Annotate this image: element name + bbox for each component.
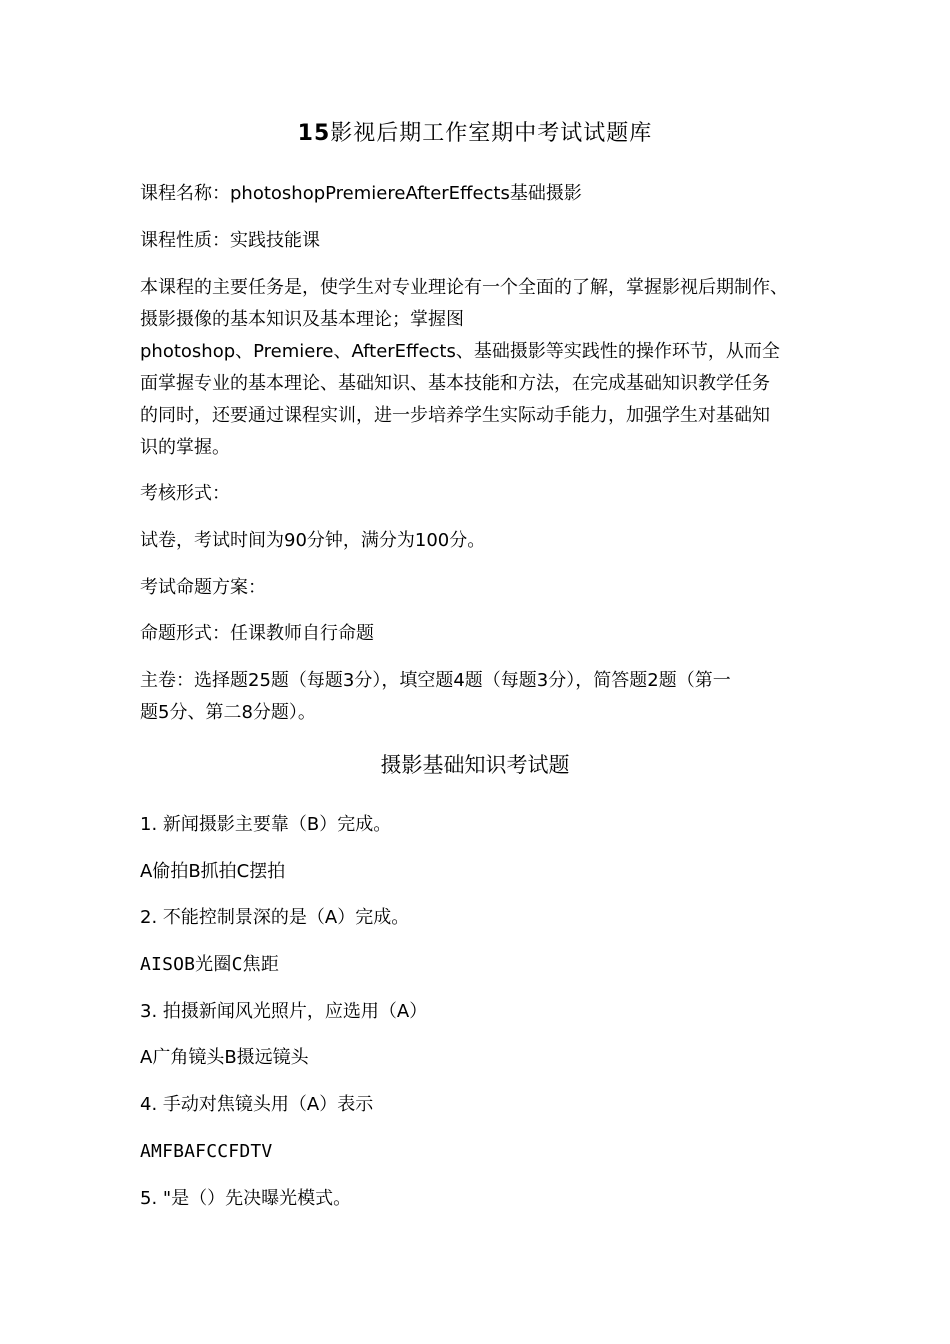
description-line: 摄影摄像的基本知识及基本理论；掌握图: [140, 309, 464, 330]
question-2-options: AISOB光圈C焦距: [140, 954, 280, 975]
main-paper-line: 主卷：选择题25题（每题3分），填空题4题（每题3分），简答题2题（第一: [140, 670, 731, 691]
description-line: 本课程的主要任务是，使学生对专业理论有一个全面的了解，掌握影视后期制作、: [140, 277, 788, 298]
section-heading: 摄影基础知识考试题: [380, 753, 570, 777]
question-3-options: A广角镜头B摄远镜头: [140, 1047, 309, 1068]
question-4-options: AMFBAFCCFDTV: [140, 1141, 273, 1162]
title-text: 影视后期工作室期中考试试题库: [330, 121, 653, 146]
plan-form: 命题形式：任课教师自行命题: [140, 623, 374, 644]
assessment-label: 考核形式：: [140, 483, 230, 504]
description-line: 面掌握专业的基本理论、基础知识、基本技能和方法，在完成基础知识教学任务: [140, 373, 770, 394]
course-description: [140, 272, 830, 464]
question-1-options: A偷拍B抓拍C摆拍: [140, 861, 286, 882]
assessment-detail: 试卷，考试时间为90分钟，满分为100分。: [140, 530, 486, 551]
course-nature: 课程性质：实践技能课: [140, 230, 320, 251]
question-5: 5. "是（）先决曝光模式。: [140, 1188, 352, 1209]
title-number: 15: [297, 121, 331, 146]
question-4: 4. 手动对焦镜头用（A）表示: [140, 1094, 374, 1115]
question-3: 3. 拍摄新闻风光照片，应选用（A）: [140, 1001, 428, 1022]
question-2: 2. 不能控制景深的是（A）完成。: [140, 907, 410, 928]
question-1: 1. 新闻摄影主要靠（B）完成。: [140, 814, 392, 835]
description-line: photoshop、Premiere、AfterEffects、基础摄影等实践性的操作环节，从而全: [140, 341, 780, 362]
course-name: 课程名称：photoshopPremiereAfterEffects基础摄影: [140, 183, 582, 204]
main-paper: [140, 665, 830, 729]
description-line: 的同时，还要通过课程实训，进一步培养学生实际动手能力，加强学生对基础知: [140, 405, 770, 426]
plan-label: 考试命题方案：: [140, 577, 266, 598]
main-paper-line: 题5分、第二8分题）。: [140, 702, 316, 723]
document-title: [0, 118, 950, 150]
description-line: 识的掌握。: [140, 437, 230, 458]
